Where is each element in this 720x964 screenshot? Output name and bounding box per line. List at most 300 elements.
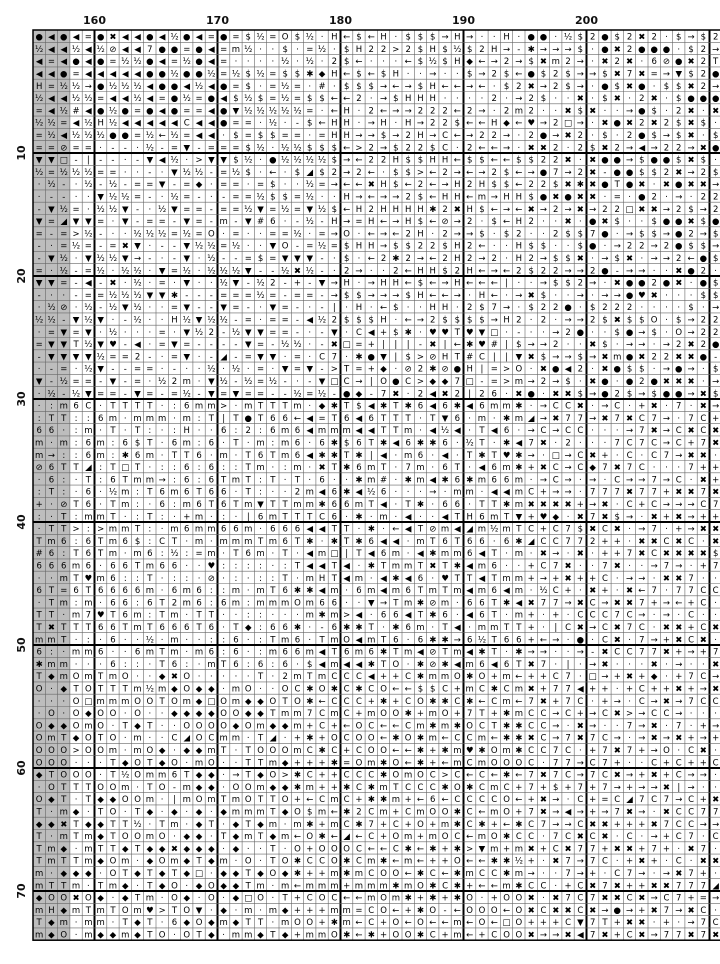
stitch-symbol: m [318, 807, 326, 817]
stitch-symbol: : [259, 561, 262, 571]
stitch-symbol: 2 [455, 266, 460, 276]
stitch-symbol: ½ [97, 254, 105, 264]
stitch-symbol: + [663, 844, 670, 854]
stitch-symbol: - [62, 389, 65, 399]
stitch-symbol: ◆ [159, 881, 166, 891]
stitch-symbol: · [677, 611, 680, 621]
stitch-symbol: · [124, 734, 127, 744]
stitch-symbol: · [333, 45, 336, 55]
stitch-symbol: m [109, 697, 117, 707]
stitch-symbol: C [491, 930, 497, 940]
stitch-symbol: C [614, 795, 620, 805]
stitch-symbol: → [687, 328, 694, 338]
stitch-symbol: : [198, 438, 201, 448]
stitch-symbol: · [173, 832, 176, 842]
stitch-symbol: · [542, 328, 545, 338]
stitch-symbol: · [456, 598, 459, 608]
stitch-symbol: C [676, 758, 682, 768]
stitch-symbol: ◀ [196, 131, 203, 141]
stitch-symbol: ½ [195, 82, 203, 92]
stitch-symbol: O [429, 807, 436, 817]
stitch-symbol: ▼ [183, 303, 190, 313]
stitch-symbol: T [146, 721, 153, 731]
stitch-symbol: $ [528, 303, 533, 313]
stitch-symbol: C [602, 623, 608, 633]
stitch-symbol: ◀ [73, 119, 80, 129]
stitch-symbol: 7 [553, 832, 558, 842]
stitch-symbol: $ [381, 69, 386, 79]
stitch-symbol: 2 [590, 315, 595, 325]
stitch-symbol: ✱ [343, 930, 350, 940]
stitch-symbol: ◆ [196, 820, 203, 830]
stitch-symbol: O [220, 721, 227, 731]
stitch-symbol: O [48, 746, 55, 756]
stitch-symbol: · [665, 291, 668, 301]
stitch-symbol: 2 [442, 205, 447, 215]
stitch-symbol: → [552, 820, 559, 830]
stitch-symbol: → [515, 291, 522, 301]
stitch-symbol: O [392, 771, 399, 781]
stitch-symbol: T [417, 611, 424, 621]
stitch-symbol: · [456, 451, 459, 461]
stitch-symbol: O [466, 721, 473, 731]
stitch-symbol: C [651, 709, 657, 719]
stitch-symbol: · [616, 721, 619, 731]
stitch-symbol: $ [578, 106, 583, 116]
stitch-symbol: T [245, 488, 252, 498]
stitch-symbol: 6 [98, 648, 103, 658]
stitch-symbol: ← [441, 291, 448, 301]
stitch-symbol: 7 [590, 488, 595, 498]
stitch-symbol: ✖ [577, 402, 584, 412]
stitch-symbol: ✖ [626, 57, 633, 67]
stitch-symbol: · [579, 217, 582, 227]
stitch-symbol: T [491, 611, 498, 621]
stitch-symbol: 7 [147, 45, 152, 55]
stitch-symbol: 6 [209, 488, 214, 498]
stitch-symbol: $ [504, 82, 509, 92]
stitch-symbol: ✖ [577, 832, 584, 842]
stitch-symbol: ✖ [687, 930, 694, 940]
stitch-symbol: · [653, 807, 656, 817]
stitch-symbol: ✱ [355, 623, 362, 633]
stitch-symbol: + [392, 672, 399, 682]
stitch-symbol: - [480, 377, 483, 387]
stitch-symbol: · [222, 549, 225, 559]
stitch-symbol: O [196, 795, 203, 805]
stitch-symbol: + [528, 623, 535, 633]
stitch-symbol: ◆ [196, 832, 203, 842]
stitch-symbol: ✱ [405, 402, 412, 412]
stitch-symbol: · [530, 549, 533, 559]
stitch-symbol: → [540, 82, 547, 92]
stitch-symbol: m [109, 549, 117, 559]
stitch-symbol: ● [220, 106, 227, 116]
stitch-symbol: H [417, 205, 423, 215]
stitch-symbol: m [416, 721, 424, 731]
stitch-symbol: ✖ [663, 881, 670, 891]
stitch-symbol: $ [713, 291, 718, 301]
stitch-symbol: ● [663, 45, 670, 55]
stitch-symbol: 6 [282, 660, 287, 670]
stitch-symbol: $ [639, 365, 644, 375]
stitch-symbol: + [601, 537, 608, 547]
stitch-symbol: → [577, 82, 584, 92]
stitch-symbol: ◆ [282, 758, 289, 768]
stitch-symbol: ▼ [306, 254, 313, 264]
stitch-symbol: ● [122, 106, 129, 116]
stitch-symbol: 2 [676, 254, 681, 264]
stitch-symbol: C [700, 672, 706, 682]
stitch-symbol: 6 [455, 500, 460, 510]
stitch-symbol: O [306, 918, 313, 928]
stitch-symbol: C [577, 820, 583, 830]
stitch-symbol: ½ [195, 328, 203, 338]
stitch-symbol: T [343, 451, 350, 461]
stitch-symbol: m [367, 709, 375, 719]
stitch-symbol: : [222, 635, 225, 645]
stitch-symbol: ✱ [343, 463, 350, 473]
stitch-symbol: C [442, 684, 448, 694]
stitch-symbol: ← [392, 82, 399, 92]
stitch-symbol: T [343, 402, 350, 412]
stitch-symbol: = [122, 352, 129, 362]
stitch-symbol: - [62, 192, 65, 202]
stitch-symbol: ✱ [331, 918, 338, 928]
stitch-symbol: 7 [369, 820, 374, 830]
stitch-symbol: ✖ [614, 463, 621, 473]
stitch-symbol: + [638, 771, 645, 781]
stitch-symbol: = [220, 45, 227, 55]
stitch-symbol: 2 [676, 143, 681, 153]
stitch-symbol: O [479, 918, 486, 928]
stitch-symbol: T [454, 328, 461, 338]
stitch-symbol: + [380, 672, 387, 682]
stitch-symbol: ◆ [245, 623, 252, 633]
stitch-symbol: ✱ [417, 734, 424, 744]
stitch-symbol: + [528, 857, 535, 867]
stitch-symbol: | [345, 549, 348, 559]
stitch-symbol: + [405, 795, 412, 805]
stitch-symbol: H [454, 33, 460, 43]
stitch-symbol: ◢ [270, 734, 277, 744]
stitch-symbol: ✖ [454, 205, 461, 215]
stitch-symbol: ◆ [208, 783, 215, 793]
stitch-symbol: ◆ [97, 820, 104, 830]
stitch-symbol: ◆ [220, 869, 227, 879]
stitch-symbol: → [380, 598, 387, 608]
stitch-symbol: 7 [307, 709, 312, 719]
stitch-symbol: + [478, 930, 485, 940]
stitch-symbol: = [195, 229, 202, 239]
stitch-symbol: ✖ [626, 119, 633, 129]
stitch-symbol: 2 [553, 119, 558, 129]
stitch-symbol: → [577, 807, 584, 817]
stitch-symbol: 6 [295, 635, 300, 645]
stitch-symbol: · [616, 426, 619, 436]
stitch-symbol: ½ [244, 94, 252, 104]
stitch-symbol: ◀ [319, 648, 326, 658]
stitch-symbol: ● [109, 131, 116, 141]
stitch-symbol: → [564, 598, 571, 608]
stitch-symbol: $ [504, 180, 509, 190]
stitch-symbol: - [616, 266, 619, 276]
stitch-symbol: = [269, 229, 276, 239]
stitch-symbol: · [665, 672, 668, 682]
stitch-symbol: · [210, 672, 213, 682]
stitch-symbol: → [687, 315, 694, 325]
stitch-symbol: · [358, 119, 361, 129]
stitch-symbol: · [222, 623, 225, 633]
stitch-symbol: · [567, 242, 570, 252]
stitch-symbol: ◆ [147, 857, 154, 867]
stitch-symbol: C [540, 734, 546, 744]
stitch-symbol: ◆ [208, 771, 215, 781]
stitch-symbol: T [491, 648, 498, 658]
stitch-symbol: $ [356, 291, 361, 301]
stitch-symbol: + [294, 894, 301, 904]
stitch-symbol: T [159, 697, 166, 707]
stitch-symbol: → [503, 143, 510, 153]
stitch-symbol: T [171, 537, 178, 547]
stitch-symbol: $ [651, 131, 656, 141]
stitch-symbol: · [505, 291, 508, 301]
stitch-symbol: + [552, 611, 559, 621]
stitch-symbol: ← [478, 266, 485, 276]
stitch-symbol: → [663, 734, 670, 744]
stitch-symbol: ✱ [429, 881, 436, 891]
stitch-symbol: $ [565, 279, 570, 289]
stitch-symbol: C [700, 623, 706, 633]
stitch-symbol: = [269, 94, 276, 104]
stitch-symbol: · [87, 758, 90, 768]
stitch-symbol: · [394, 365, 397, 375]
stitch-symbol: ✱ [122, 451, 129, 461]
stitch-symbol: · [554, 660, 557, 670]
stitch-symbol: ✖ [663, 623, 670, 633]
stitch-symbol: · [702, 131, 705, 141]
stitch-symbol: 6 [479, 512, 484, 522]
stitch-symbol: m [306, 598, 314, 608]
stitch-symbol: m [256, 586, 264, 596]
stitch-symbol: m [146, 414, 154, 424]
stitch-symbol: O [503, 930, 510, 940]
stitch-symbol: 7 [553, 561, 558, 571]
stitch-symbol: C [663, 537, 669, 547]
stitch-symbol: $ [615, 254, 620, 264]
stitch-symbol: = [195, 549, 202, 559]
stitch-symbol: → [712, 894, 719, 904]
stitch-symbol: : [259, 635, 262, 645]
stitch-symbol: · [604, 192, 607, 202]
stitch-symbol: ½ [244, 106, 252, 116]
stitch-symbol: → [601, 807, 608, 817]
stitch-symbol: m [35, 881, 43, 891]
stitch-symbol: ✱ [380, 402, 387, 412]
stitch-symbol: ● [552, 365, 559, 375]
stitch-symbol: ◀ [577, 930, 584, 940]
stitch-symbol: · [235, 488, 238, 498]
stitch-symbol: · [653, 340, 656, 350]
stitch-symbol: ✖ [638, 33, 645, 43]
stitch-symbol: : [62, 488, 65, 498]
stitch-symbol: ● [245, 414, 252, 424]
stitch-symbol: + [294, 930, 301, 940]
stitch-symbol: · [554, 648, 557, 658]
stitch-symbol: + [355, 709, 362, 719]
stitch-symbol: $ [676, 156, 681, 166]
stitch-symbol: → [675, 906, 682, 916]
stitch-symbol: > [503, 365, 510, 375]
stitch-symbol: · [702, 106, 705, 116]
stitch-symbol: T [85, 783, 92, 793]
stitch-symbol: · [604, 869, 607, 879]
stitch-symbol: · [677, 291, 680, 301]
stitch-symbol: ✱ [343, 623, 350, 633]
stitch-symbol: → [552, 45, 559, 55]
stitch-symbol: 6 [516, 635, 521, 645]
stitch-symbol: $ [442, 57, 447, 67]
stitch-symbol: · [665, 586, 668, 596]
stitch-symbol: → [540, 205, 547, 215]
stitch-symbol: → [638, 807, 645, 817]
stitch-symbol: · [456, 438, 459, 448]
stitch-symbol: ▼ [257, 205, 264, 215]
stitch-symbol: 6 [86, 561, 91, 571]
stitch-symbol: · [161, 438, 164, 448]
stitch-symbol: ● [626, 328, 633, 338]
stitch-symbol: m [515, 709, 523, 719]
stitch-symbol: m [429, 672, 437, 682]
stitch-symbol: H [368, 217, 374, 227]
stitch-symbol: T [331, 561, 338, 571]
stitch-symbol: T [60, 734, 67, 744]
stitch-symbol: · [542, 894, 545, 904]
stitch-symbol: T [466, 574, 473, 584]
stitch-symbol: · [358, 106, 361, 116]
stitch-symbol: - [296, 217, 299, 227]
stitch-symbol: ½ [293, 106, 301, 116]
stitch-symbol: # [380, 475, 387, 485]
stitch-symbol: · [542, 869, 545, 879]
stitch-symbol: · [99, 561, 102, 571]
row-number-label: 30 [15, 391, 28, 407]
stitch-symbol: T [491, 451, 498, 461]
stitch-symbol: 6 [221, 488, 226, 498]
stitch-symbol: → [687, 365, 694, 375]
stitch-symbol: $ [627, 315, 632, 325]
stitch-symbol: C [454, 832, 460, 842]
stitch-symbol: m [133, 906, 141, 916]
stitch-symbol: m [453, 549, 461, 559]
stitch-symbol: T [146, 881, 153, 891]
stitch-symbol: ✖ [614, 746, 621, 756]
stitch-symbol: 2 [369, 156, 374, 166]
stitch-symbol: ✖ [577, 192, 584, 202]
stitch-symbol: : [259, 426, 262, 436]
stitch-symbol: + [318, 906, 325, 916]
stitch-symbol: m [183, 598, 191, 608]
stitch-symbol: = [36, 266, 43, 276]
stitch-symbol: O [503, 758, 510, 768]
stitch-symbol: 6 [442, 463, 447, 473]
stitch-symbol: · [653, 869, 656, 879]
stitch-symbol: · [493, 414, 496, 424]
stitch-symbol: ✖ [675, 168, 682, 178]
stitch-symbol: : [259, 475, 262, 485]
stitch-symbol: · [247, 57, 250, 67]
row-number-label: 20 [15, 268, 28, 284]
stitch-symbol: + [712, 512, 719, 522]
stitch-symbol: T [60, 881, 67, 891]
stitch-symbol: m [256, 438, 264, 448]
stitch-symbol: ♥ [638, 291, 646, 301]
stitch-symbol: T [282, 697, 289, 707]
stitch-symbol: 7 [639, 438, 644, 448]
stitch-symbol: ● [614, 906, 621, 916]
stitch-symbol: 7 [688, 463, 693, 473]
stitch-symbol: ← [405, 57, 412, 67]
stitch-symbol: T [220, 795, 227, 805]
stitch-symbol: 6 [418, 635, 423, 645]
stitch-symbol: 7 [615, 807, 620, 817]
stitch-symbol: · [542, 389, 545, 399]
stitch-symbol: 6 [405, 586, 410, 596]
stitch-symbol: - [111, 365, 114, 375]
stitch-symbol: ✖ [577, 734, 584, 744]
stitch-symbol: ½ [133, 315, 141, 325]
stitch-symbol: 2 [553, 340, 558, 350]
stitch-symbol: ◀ [122, 119, 129, 129]
stitch-symbol: $ [627, 365, 632, 375]
stitch-symbol: O [294, 598, 301, 608]
stitch-symbol: · [431, 623, 434, 633]
stitch-symbol: m [318, 672, 326, 682]
stitch-symbol: T [146, 869, 153, 879]
stitch-symbol: → [626, 574, 633, 584]
stitch-symbol: $ [393, 328, 398, 338]
stitch-symbol: 6 [110, 623, 115, 633]
stitch-symbol: T [72, 463, 79, 473]
stitch-symbol: ✖ [626, 488, 633, 498]
stitch-symbol: T [368, 500, 375, 510]
stitch-symbol: ● [171, 82, 178, 92]
stitch-symbol: ← [405, 266, 412, 276]
stitch-symbol: $ [479, 315, 484, 325]
stitch-symbol: ● [650, 377, 657, 387]
stitch-symbol: H [97, 119, 103, 129]
stitch-symbol: + [712, 734, 719, 744]
stitch-symbol: 2 [578, 168, 583, 178]
stitch-symbol: T [380, 414, 387, 424]
stitch-symbol: ◆ [220, 881, 227, 891]
stitch-symbol: $ [319, 143, 324, 153]
stitch-symbol: - [321, 328, 324, 338]
stitch-symbol: + [651, 598, 658, 608]
stitch-symbol: → [380, 229, 387, 239]
stitch-symbol: · [75, 192, 78, 202]
stitch-symbol: - [173, 180, 176, 190]
stitch-symbol: ▼ [319, 377, 326, 387]
stitch-symbol: | [222, 414, 225, 424]
stitch-symbol: 6 [147, 598, 152, 608]
stitch-symbol: > [441, 771, 448, 781]
stitch-symbol: 7 [602, 881, 607, 891]
stitch-symbol: → [417, 254, 424, 264]
stitch-symbol: 6 [123, 537, 128, 547]
stitch-symbol: 7 [565, 672, 570, 682]
stitch-symbol: · [542, 217, 545, 227]
